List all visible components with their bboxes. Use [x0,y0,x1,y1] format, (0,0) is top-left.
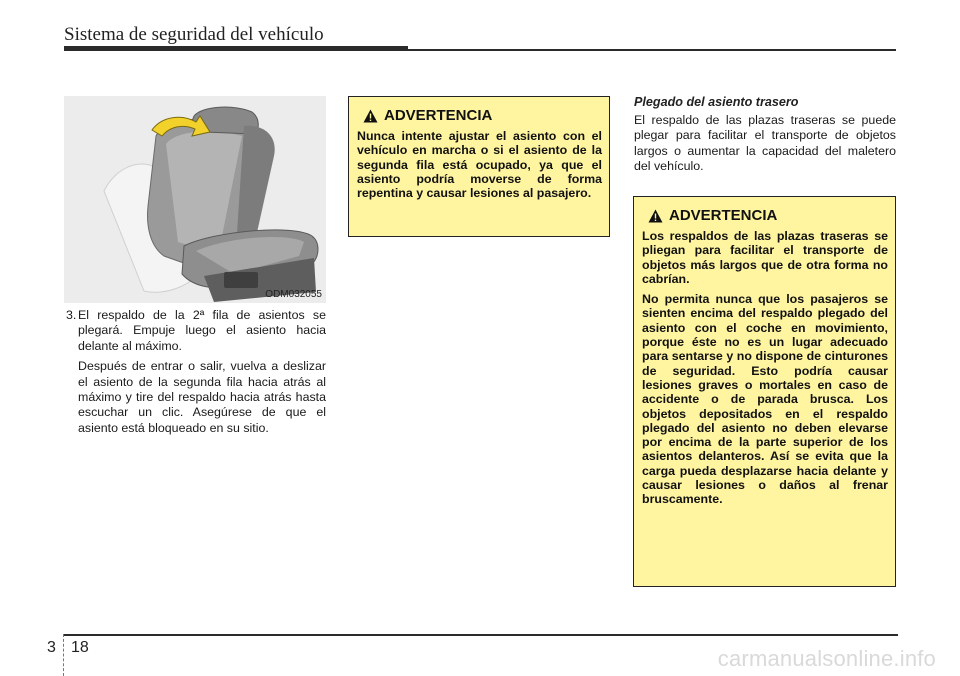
page-number: 18 [71,639,89,656]
seat-drawing [64,96,326,303]
warning-header [648,207,888,224]
page-title: Sistema de seguridad del vehículo [64,24,324,45]
section-title: Plegado del asiento trasero [634,95,799,109]
seat-illustration [64,96,326,303]
section-number: 3 [47,639,56,656]
warning-box-seat-adjust [348,96,610,237]
warning-text-1: Los respaldos de las plazas traseras se pliegan para facilitar el transporte de objetos más largos que de otra forma no cabrían. [642,229,888,286]
header-rule-thick [64,46,408,51]
warning-title: ADVERTENCIA [669,207,778,224]
figure-code: ODM032055 [265,289,322,300]
section-text: El respaldo de las plazas traseras se puede plegar para facilitar el transporte de objetos largos o aumentar la capacidad del maletero del vehículo. [634,113,896,174]
watermark: carmanualsonline.info [717,646,936,671]
step-text-2: Después de entrar o salir, vuelva a deslizar el asiento de la segunda fila hacia atrás al máximo y tire del respaldo hacia atrás hasta escuchar un clic. Asegúrese de que el asiento está bloqueado en su sitio. [78,359,326,435]
warning-header [363,107,602,124]
step-text-1: El respaldo de la 2ª fila de asientos se plegará. Empuje luego el asiento hacia delante al máximo. [78,308,326,353]
warning-triangle-icon [648,209,663,223]
warning-title: ADVERTENCIA [384,107,493,124]
header-rule-thin [408,49,896,51]
footer-divider [63,634,64,676]
step-3 [64,308,326,441]
footer-rule [64,634,898,636]
warning-box-folded-seat [633,196,896,587]
step-number: 3. [66,308,77,322]
warning-text-2: No permita nunca que los pasajeros se sienten encima del respaldo plegado del asiento con el coche en movimiento, porque éste no es un lugar adecuado para sentarse y no dispone de cinturones de seguridad. Esto podría causar lesiones graves o mortales en caso de accidente o de parada brusca. Los objetos depositados en el respaldo plegado del asiento no deben elevarse por encima de la parte superior de los asientos delanteros. Así se evita que la carga pueda desplazarse hacia delante y causar lesiones o daños al frenar bruscamente. [642,292,888,507]
warning-triangle-icon [363,109,378,123]
warning-text: Nunca intente ajustar el asiento con el vehículo en marcha o si el asiento de la segunda fila está ocupado, ya que el asiento podría moverse de forma repentina y causar lesiones al pasajero. [357,129,602,201]
